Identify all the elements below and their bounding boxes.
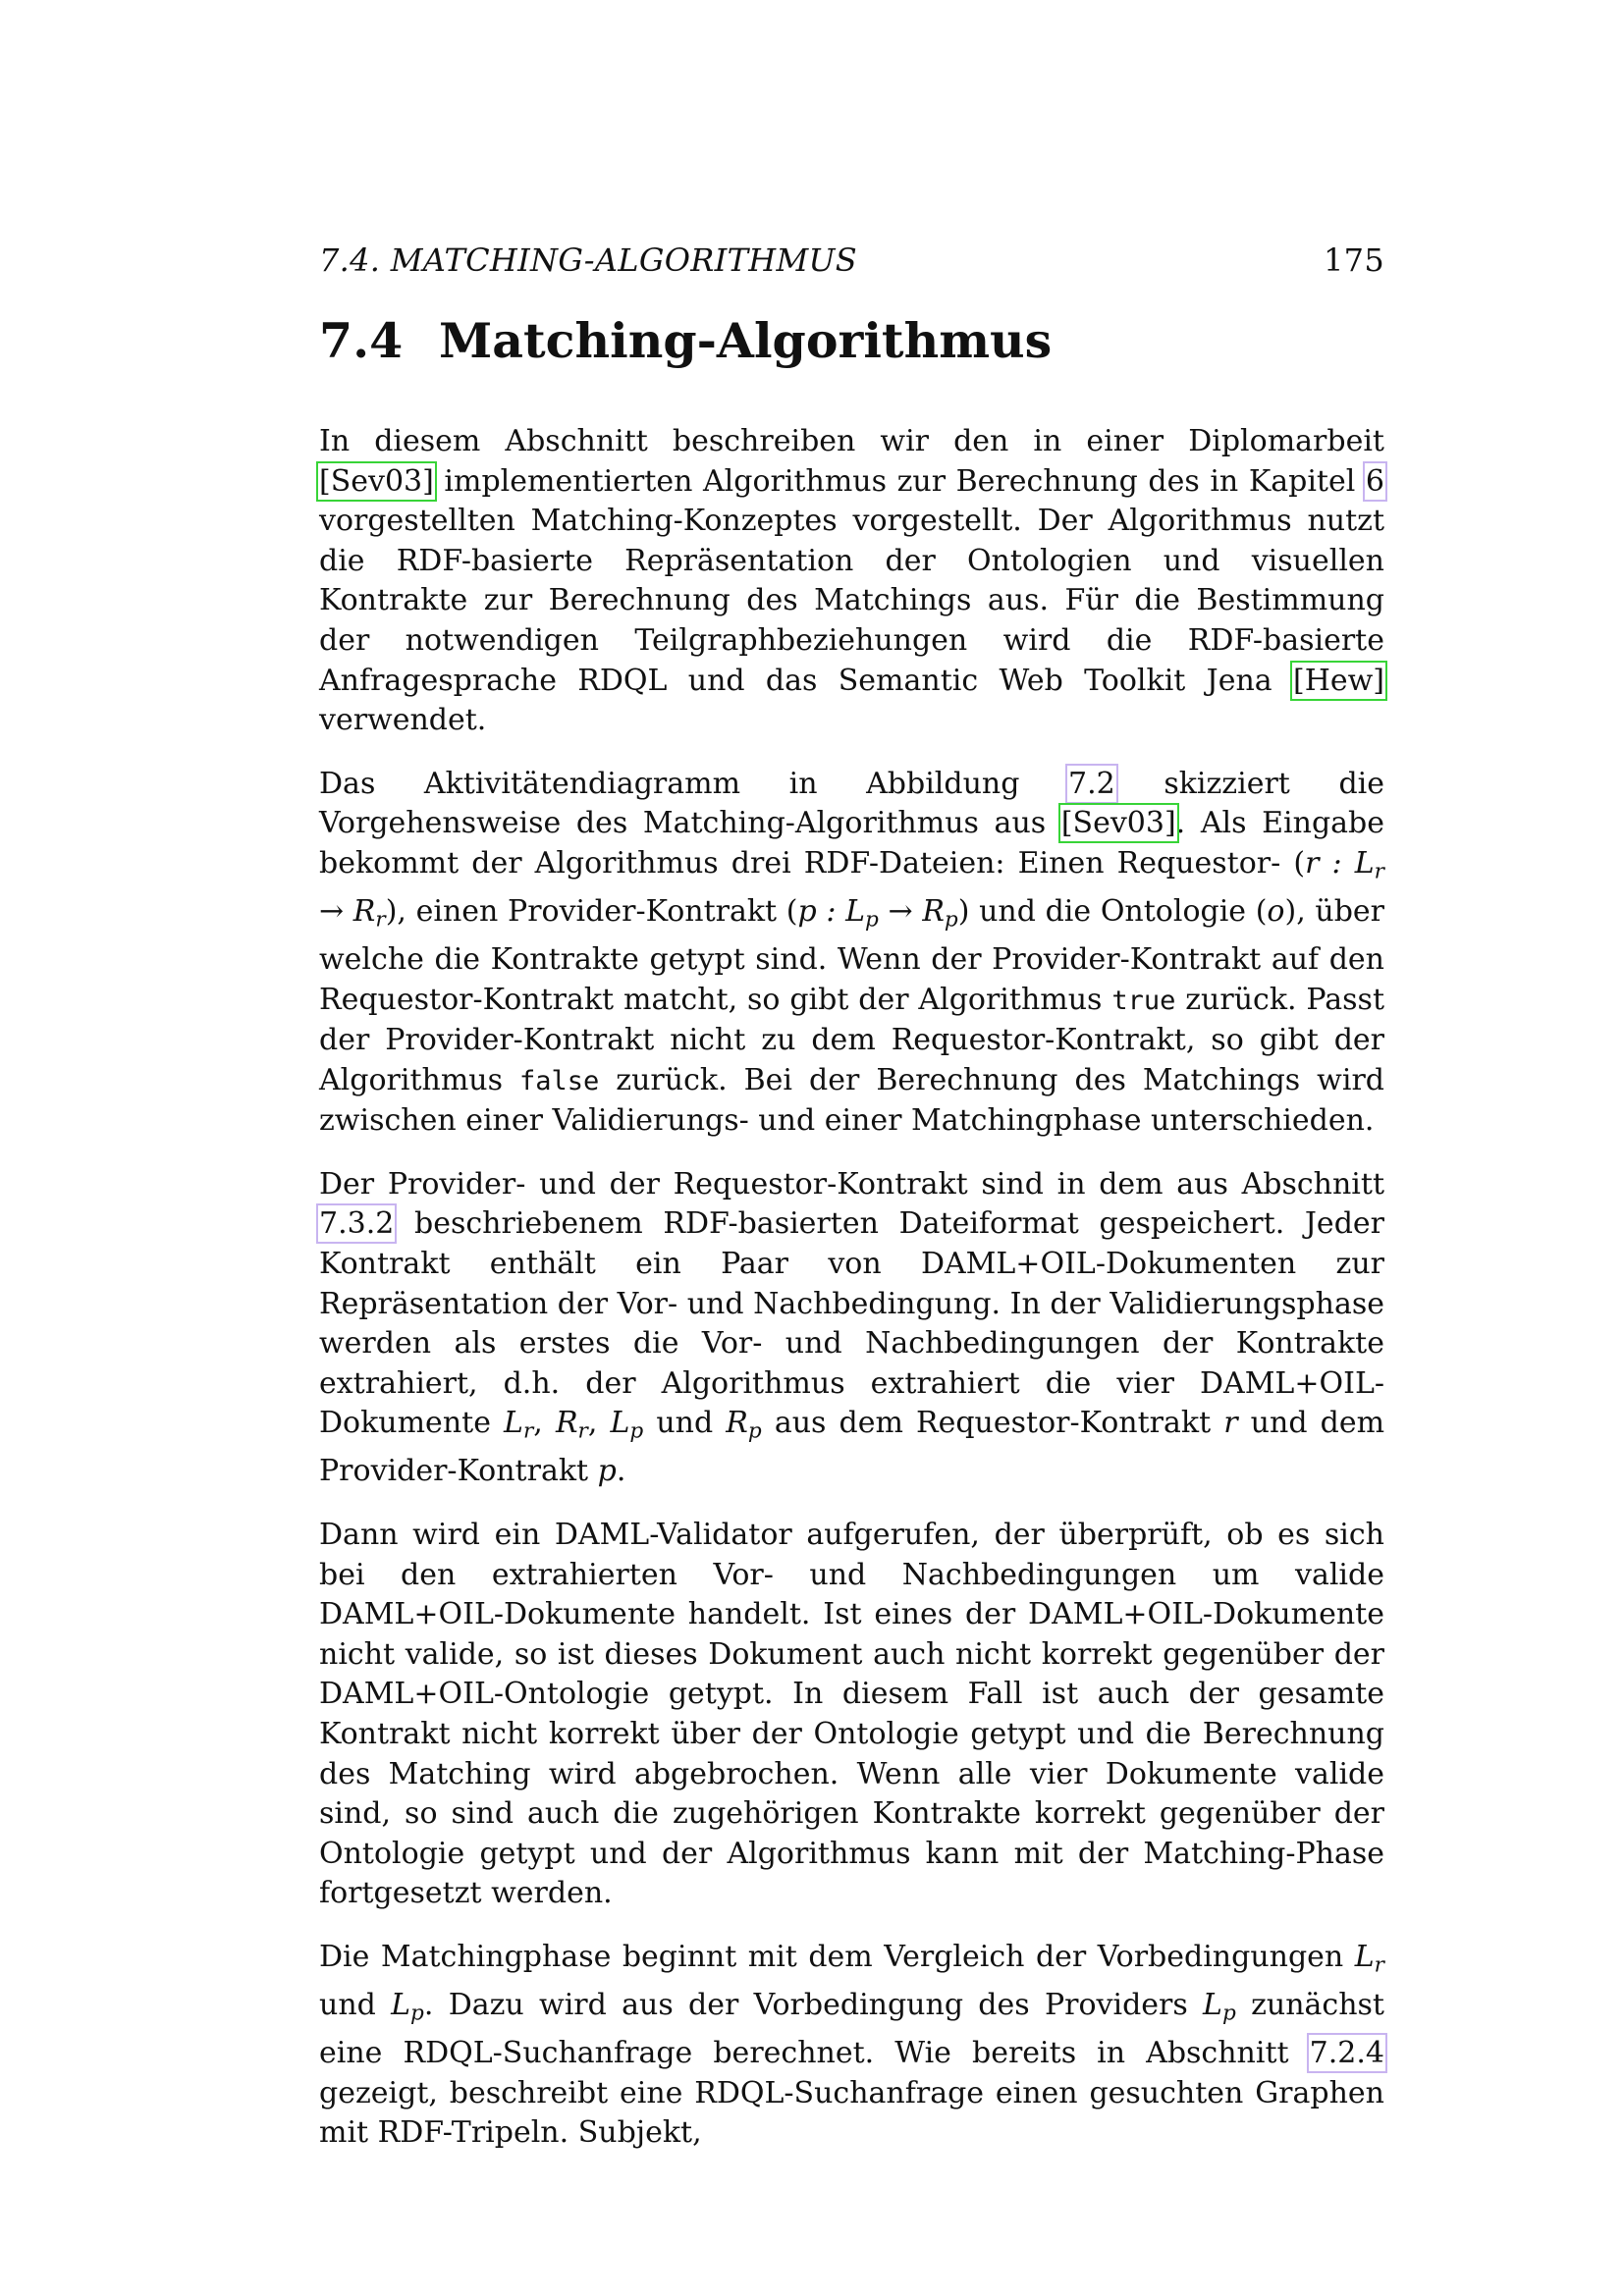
text-run: zurück. Passt der Provider-Kontrakt nicht zu dem Requestor-Kontrakt, so gibt der Algorithmus <box>319 982 1384 1097</box>
text-run: . <box>616 1454 626 1489</box>
math-subscript: p <box>410 2001 424 2026</box>
text-run: Der Provider- und der Requestor-Kontrakt sind in dem aus Abschnitt <box>319 1166 1384 1201</box>
text-run: vorgestellten Matching-Konzeptes vorgestellt. Der Algorithmus nutzt die RDF-basierte Repräsentation der Ontologien und visuellen Kontrakte zur Berechnung des Matchings aus. Für die Bestimmung der notwendigen Teilgraphbeziehungen wird die RDF-basierte Anfragesprache RDQL und das Semantic Web Toolkit Jena <box>319 504 1384 698</box>
math-subscript: p <box>1221 2001 1236 2026</box>
text-run: implementierten Algorithmus zur Berechnung des in Kapitel <box>433 463 1366 499</box>
text-run: verwendet. <box>319 703 487 738</box>
code-true: true <box>1111 985 1176 1016</box>
text-run: Das Aktivitätendiagramm in Abbildung <box>319 766 1069 801</box>
chapter-link-6[interactable]: 6 <box>1365 463 1384 499</box>
math-text: → R <box>319 893 376 929</box>
section-number: 7.4 <box>319 312 404 369</box>
paragraph-2 <box>319 765 1384 1142</box>
paragraph-4: Dann wird ein DAML-Validator aufgerufen, der überprüft, ob es sich bei den extrahierten Vor- und Nachbedingungen um valide DAML+OIL-Dokumente handelt. Ist eines der DAML+OIL-Dokumente nicht valide, so ist dieses Dokument auch nicht korrekt gegenüber der DAML+OIL-Ontologie getypt. In diesem Fall ist auch der gesamte Kontrakt nicht korrekt über der Ontologie getypt und die Berechnung des Matching wird abgebrochen. Wenn alle vier Dokumente valide sind, so sind auch die zugehörigen Kontrakte korrekt gegenüber der Ontologie getypt und der Algorithmus kann mit der Matching-Phase fortgesetzt werden. <box>319 1518 1384 1911</box>
math-text: R <box>726 1406 748 1441</box>
math-text: p : L <box>797 893 866 929</box>
math-subscript: r <box>522 1418 534 1444</box>
math-subscript: p <box>944 907 958 933</box>
section-heading <box>319 312 1384 369</box>
math-p: p <box>597 1454 617 1489</box>
math-subscript: p <box>747 1418 762 1444</box>
math-lr <box>1354 1939 1384 1978</box>
body-text <box>319 422 1384 2177</box>
math-subscript: p <box>865 907 879 933</box>
text-run: In diesem Abschnitt beschreiben wir den in einer Diplomarbeit <box>319 424 1384 458</box>
math-text: L <box>391 1987 411 2022</box>
math-r: r <box>1223 1406 1238 1441</box>
math-lr <box>504 1406 534 1444</box>
text-run: und <box>319 1987 392 2022</box>
text-run: gezeigt, beschreibt eine RDQL-Suchanfrage einen gesuchten Graphen mit RDF-Tripeln. Subjekt, <box>319 2075 1384 2151</box>
text-run: und dem Provider-Kontrakt <box>319 1406 1385 1489</box>
math-text: L <box>1203 1987 1222 2022</box>
citation-link-hew[interactable]: [Hew] <box>1292 663 1384 698</box>
math-text: L <box>610 1406 630 1441</box>
math-text: r : L <box>1305 845 1375 881</box>
math-subscript: r <box>1374 1952 1384 1978</box>
math-provider-contract <box>797 893 958 933</box>
text-run: skizziert die Vorgehensweise des Matching-Algorithmus aus <box>319 766 1384 841</box>
math-text: R <box>555 1406 578 1441</box>
math-rr <box>555 1406 588 1444</box>
section-link-7-2-4[interactable]: 7.2.4 <box>1309 2035 1384 2070</box>
math-subscript: r <box>1374 859 1384 884</box>
math-lp <box>391 1987 424 2026</box>
math-rp <box>726 1406 762 1444</box>
math-text: L <box>1354 1939 1375 1974</box>
text-run: zunächst eine RDQL-Suchanfrage berechnet. Wie bereits in Abschnitt <box>319 1987 1384 2070</box>
math-subscript: p <box>629 1418 644 1444</box>
math-subscript: r <box>577 1418 588 1444</box>
paragraph-5 <box>319 1938 1384 2154</box>
code-false: false <box>519 1065 600 1096</box>
text-run: ), einen Provider-Kontrakt ( <box>385 893 798 929</box>
text-run: ) und die Ontologie ( <box>957 893 1268 929</box>
text-run: und <box>643 1406 727 1441</box>
running-header <box>319 241 1384 279</box>
math-text: → R <box>878 893 945 929</box>
section-title: Matching-Algorithmus <box>439 312 1053 369</box>
page-number: 175 <box>1324 241 1384 279</box>
text-run: , <box>533 1406 556 1441</box>
math-subscript: r <box>375 907 386 933</box>
text-run: , <box>587 1406 611 1441</box>
text-run: . Als Eingabe bekommt der Algorithmus drei RDF-Dateien: Einen Requestor- ( <box>319 806 1384 881</box>
math-lp <box>1203 1987 1236 2026</box>
text-run: aus dem Requestor-Kontrakt <box>761 1406 1224 1441</box>
section-link-7-3-2[interactable]: 7.3.2 <box>319 1206 395 1242</box>
math-lp <box>610 1406 644 1444</box>
math-text: L <box>504 1406 523 1441</box>
paragraph-3 <box>319 1165 1384 1492</box>
citation-link-sev03-2[interactable]: [Sev03] <box>1060 806 1176 841</box>
figure-link-7-2[interactable]: 7.2 <box>1068 766 1115 801</box>
citation-link-sev03[interactable]: [Sev03] <box>319 463 434 499</box>
text-run: . Dazu wird aus der Vorbedingung des Providers <box>423 1987 1204 2022</box>
text-run: Die Matchingphase beginnt mit dem Vergleich der Vorbedingungen <box>319 1939 1355 1974</box>
text-run: zurück. Bei der Berechnung des Matchings wird zwischen einer Validierungs- und einer Matchingphase unterschieden. <box>319 1062 1384 1139</box>
text-run: ), über welche die Kontrakte getypt sind. Wenn der Provider-Kontrakt auf den Requestor-Kontrakt matcht, so gibt der Algorithmus <box>319 893 1385 1017</box>
running-title: 7.4. MATCHING-ALGORITHMUS <box>319 241 857 279</box>
text-run: beschriebenem RDF-basierten Dateiformat gespeichert. Jeder Kontrakt enthält ein Paar von DAML+OIL-Dokumenten zur Repräsentation der Vor- und Nachbedingung. In der Validierungsphase werden als erstes die Vor- und Nachbedingungen der Kontrakte extrahiert, d.h. der Algorithmus extrahiert die vier DAML+OIL-Dokumente <box>319 1206 1384 1441</box>
math-ontology: o <box>1267 893 1285 929</box>
paragraph-1 <box>319 422 1384 741</box>
